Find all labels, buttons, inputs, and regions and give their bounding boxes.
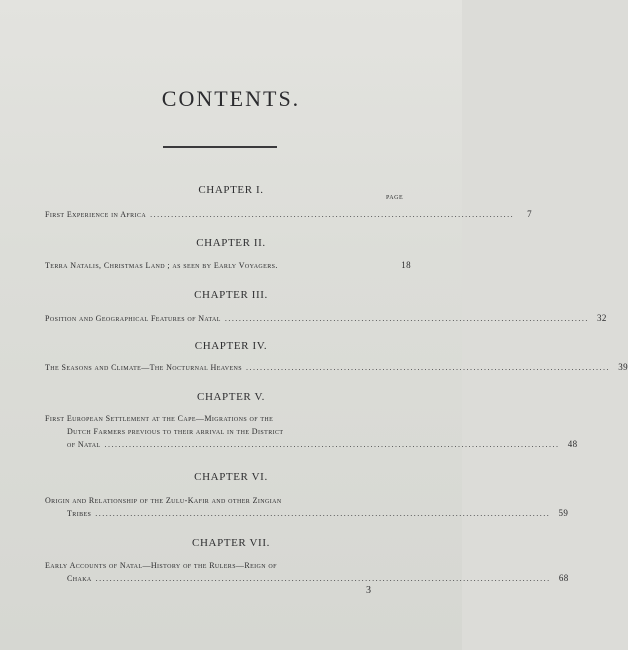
leader-dots: .................................................................................................................................. [95,509,551,518]
page-column-header: PAGE [386,195,404,201]
page-number: 48 [567,439,578,449]
title-rule [163,146,277,148]
toc-entry [45,208,533,221]
leader-dots: ........................................................................................................ [224,314,589,323]
entry-text: Dutch Farmers previous to their arrival in the District [67,427,284,436]
folio-number: 3 [366,585,371,596]
chapter-heading: CHAPTER III. [194,289,268,301]
entry-text: Early Accounts of Natal—History of the Rulers—Reign of [45,561,277,570]
page-number: 59 [558,508,569,518]
entry-text: Origin and Relationship of the Zulu-Kafir and other Zingian [45,496,282,505]
toc-entry [45,559,569,585]
entry-text: Terra Natalis, Christmas Land ; as seen by Early Voyagers. [45,261,278,270]
chapter-heading: CHAPTER II. [196,237,266,249]
entry-text: First European Settlement at the Cape—Migrations of the [45,414,274,423]
leader-dots: ........................................................................................................ [246,363,611,372]
leader-dots [282,259,393,272]
page-number: 68 [558,573,569,583]
toc-entry [45,494,569,520]
toc-entry [45,361,628,374]
toc-entry [45,259,411,272]
entry-text: Chaka [67,574,92,583]
chapter-heading: CHAPTER I. [198,184,264,196]
toc-entry [45,312,607,325]
entry-text: Tribes [67,509,92,518]
chapter-heading: CHAPTER V. [197,391,265,403]
page-number: 32 [597,313,607,323]
leader-dots: .................................................................................................................................. [104,440,560,449]
chapter-heading: CHAPTER VI. [194,471,268,483]
entry-text: of Natal [67,440,101,449]
entry-text: The Seasons and Climate—The Nocturnal Heavens [45,363,243,372]
page-title: CONTENTS. [161,86,301,111]
leader-dots: ........................................................................................................ [150,210,515,219]
toc-entry [45,412,578,451]
page-number: 18 [401,260,411,270]
entry-text: Position and Geographical Features of Natal [45,314,221,323]
chapter-heading: CHAPTER IV. [194,340,268,352]
entry-text: First Experience in Africa [45,210,147,219]
leader-dots: .................................................................................................................................. [95,574,551,583]
chapter-heading: CHAPTER VII. [192,537,270,549]
page-number: 39 [618,362,628,372]
page-number: 7 [527,209,533,219]
